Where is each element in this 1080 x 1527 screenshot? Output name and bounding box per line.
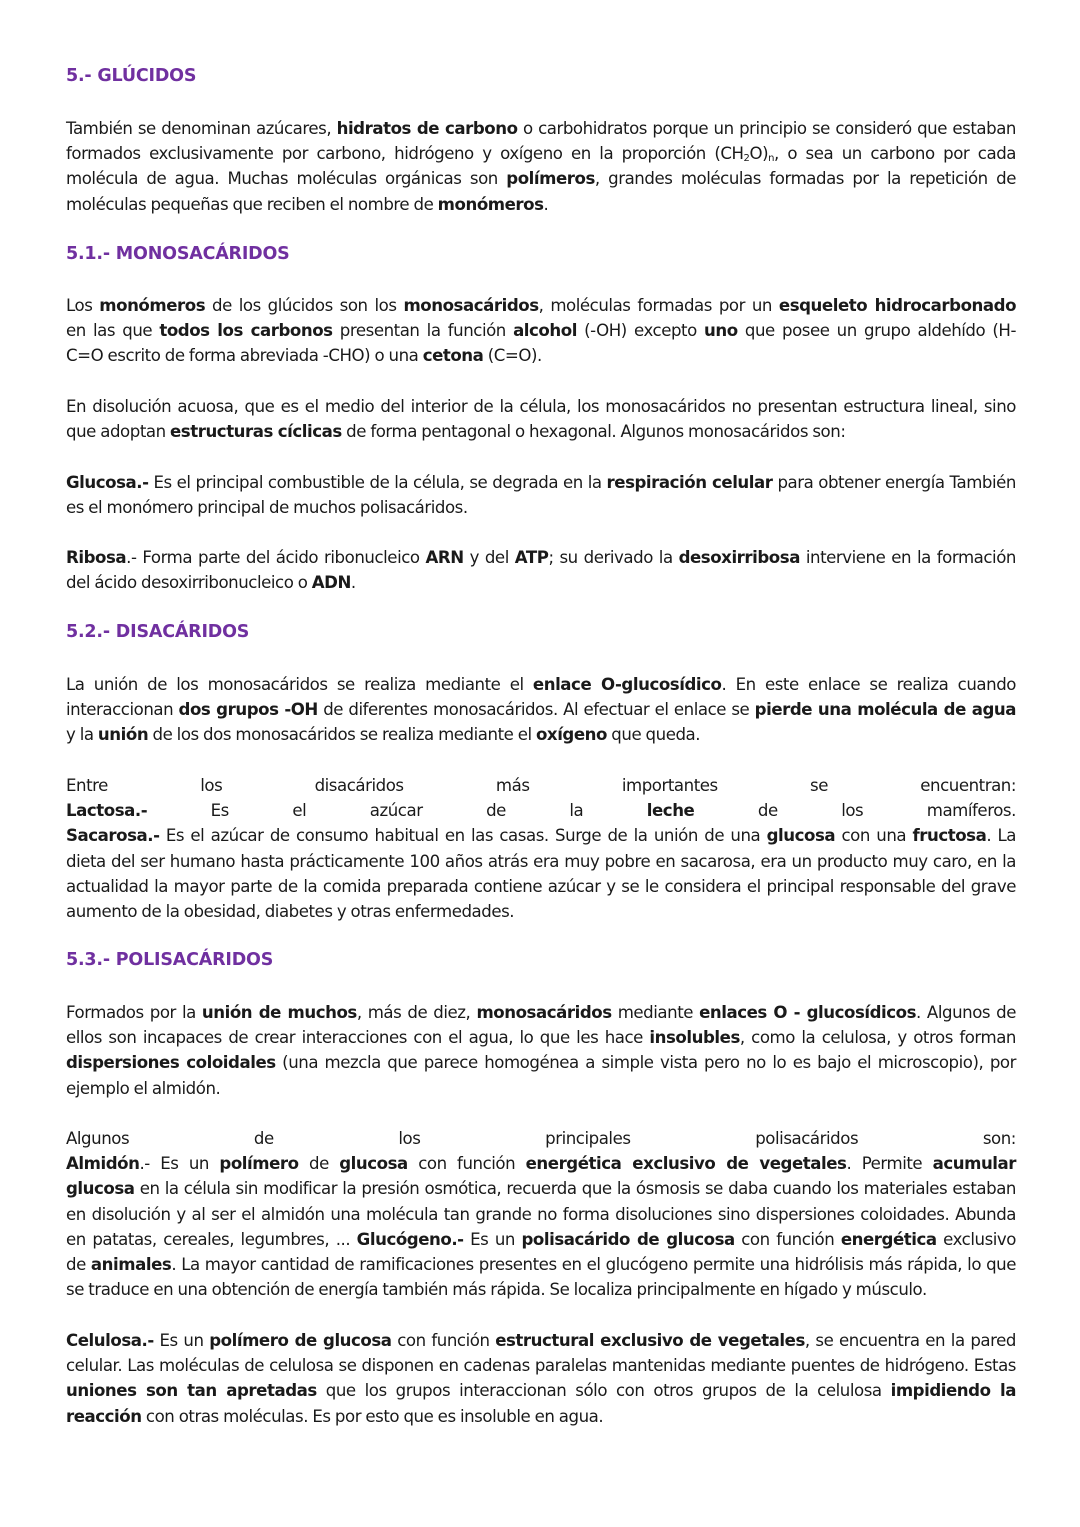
bold-term: enlaces O - glucosídicos bbox=[699, 1003, 917, 1022]
text-run: del ácido desoxirribonucleico o bbox=[66, 573, 312, 593]
text-line bbox=[66, 849, 1016, 874]
bold-term: Lactosa.- bbox=[66, 801, 148, 821]
text-run: formados exclusivamente por carbono, hidrógeno y oxígeno en la proporción (CH bbox=[66, 144, 744, 164]
text-run: , se encuentra en la pared bbox=[804, 1331, 1016, 1350]
bold-term: glucosa bbox=[339, 1154, 408, 1174]
text-run: y del bbox=[463, 548, 515, 567]
text-line bbox=[66, 470, 1016, 495]
bold-term: unión de muchos bbox=[201, 1003, 357, 1022]
text-run: Es el azúcar de consumo habitual en las casas. Surge de la unión de una bbox=[159, 826, 767, 846]
text-run: C=O escrito de forma abreviada -CHO) o una bbox=[66, 346, 423, 366]
text-run: con otras moléculas. Es por esto que es insoluble en agua. bbox=[141, 1406, 604, 1426]
paragraph-disolucion bbox=[66, 394, 1016, 444]
bold-term: Glucógeno.- bbox=[356, 1229, 464, 1249]
paragraph-polisacaridos-def bbox=[66, 1000, 1016, 1101]
text-run: para obtener energía También bbox=[772, 473, 1016, 492]
bold-term: ATP bbox=[514, 548, 549, 567]
text-line bbox=[66, 116, 1016, 141]
text-run: molécula de agua. Muchas moléculas orgánicas son bbox=[66, 169, 507, 189]
text-line bbox=[66, 1000, 1016, 1025]
text-run: .- Forma parte del ácido ribonucleico bbox=[126, 548, 426, 567]
text-run: los bbox=[200, 776, 223, 795]
text-run: de bbox=[66, 1255, 91, 1275]
text-run: 2 bbox=[743, 153, 750, 165]
text-line bbox=[66, 1353, 1016, 1378]
text-run: de bbox=[757, 801, 778, 821]
text-run: La unión de los monosacáridos se realiza mediante el bbox=[66, 675, 533, 694]
text-run: (-OH) excepto bbox=[576, 321, 705, 341]
text-run: principales bbox=[545, 1129, 631, 1148]
text-run: (una mezcla que parece homogénea a simple vista pero no lo es bajo el microscopio), por bbox=[275, 1053, 1016, 1073]
text-run: Formados por la bbox=[66, 1003, 202, 1022]
text-line bbox=[66, 1277, 1016, 1302]
text-run: . bbox=[543, 194, 549, 214]
bold-term: polímero de glucosa bbox=[209, 1331, 392, 1350]
text-run: dieta del ser humano hasta prácticamente 100 años atrás era muy pobre en sacarosa, era un producto muy caro, en la bbox=[66, 851, 1016, 871]
text-line bbox=[66, 899, 1016, 924]
text-line bbox=[66, 823, 1016, 848]
text-run: con una bbox=[835, 826, 913, 846]
bold-term: reacción bbox=[66, 1406, 142, 1426]
text-line bbox=[66, 343, 1016, 368]
text-line bbox=[66, 1328, 1016, 1353]
text-run: Es un bbox=[463, 1229, 522, 1249]
bold-term: dos grupos -OH bbox=[178, 700, 318, 720]
text-line bbox=[66, 394, 1016, 419]
text-line bbox=[66, 192, 1016, 217]
bold-term: Celulosa.- bbox=[66, 1331, 154, 1350]
text-line bbox=[66, 1176, 1016, 1201]
paragraph-glucosa bbox=[66, 470, 1016, 520]
text-run: aumento de la obesidad, diabetes y otras enfermedades. bbox=[66, 902, 515, 922]
bold-term: uno bbox=[704, 321, 738, 341]
bold-term: unión bbox=[97, 725, 149, 745]
paragraph-celulosa bbox=[66, 1328, 1016, 1429]
bold-term: impidiendo la bbox=[890, 1381, 1016, 1401]
text-line bbox=[66, 1050, 1016, 1075]
text-run: con función bbox=[407, 1154, 526, 1174]
bold-term: energética bbox=[840, 1229, 937, 1249]
paragraph-glucidos-intro bbox=[66, 116, 1016, 217]
text-run: En disolución acuosa, que es el medio del interior de la célula, los monosacáridos no presentan estructura lineal, sino bbox=[66, 397, 1016, 416]
text-run: ellos son incapaces de crear interacciones con el agua, lo que les hace bbox=[66, 1028, 650, 1048]
text-run: presentan la función bbox=[332, 321, 514, 341]
text-run: o carbohidratos porque un principio se consideró que estaban bbox=[517, 119, 1016, 138]
text-run: Los bbox=[66, 296, 100, 315]
text-run: También se denominan azúcares, bbox=[66, 119, 337, 138]
text-run: importantes bbox=[621, 776, 718, 795]
text-run: azúcar bbox=[369, 801, 423, 821]
text-run: se traduce en una obtención de energía también más rápida. Se localiza principalmente en hígado y músculo. bbox=[66, 1280, 927, 1300]
bold-term: oxígeno bbox=[535, 725, 607, 745]
text-run: con función bbox=[734, 1229, 841, 1249]
bold-term: monosacáridos bbox=[476, 1003, 612, 1022]
text-run: exclusivo bbox=[936, 1229, 1016, 1249]
text-run: Es bbox=[210, 801, 229, 821]
text-line bbox=[66, 1126, 1016, 1151]
bold-term: polisacárido de glucosa bbox=[521, 1229, 735, 1249]
bold-term: cetona bbox=[422, 346, 484, 366]
bold-term: acumular bbox=[932, 1154, 1017, 1174]
text-run: en las que bbox=[66, 321, 160, 341]
text-run: actualidad la mayor parte de la comida preparada contiene azúcar y se le considera el principal responsable del grave bbox=[66, 876, 1016, 896]
text-run: de los dos monosacáridos se realiza mediante el bbox=[148, 725, 536, 745]
text-run: Algunos bbox=[66, 1129, 130, 1148]
bold-term: enlace O-glucosídico bbox=[532, 675, 722, 694]
bold-term: polímeros bbox=[506, 169, 595, 189]
text-run: celular. Las moléculas de celulosa se disponen en cadenas paralelas mantenidas mediante puentes de hidrógeno. Estas bbox=[66, 1356, 1016, 1376]
text-line bbox=[66, 1076, 1016, 1101]
text-run: .- Es un bbox=[139, 1154, 220, 1174]
text-line bbox=[66, 1151, 1016, 1176]
text-line bbox=[66, 293, 1016, 318]
text-run: , como la celulosa, y otros forman bbox=[739, 1028, 1017, 1048]
text-run: Es un bbox=[153, 1331, 210, 1350]
bold-term: esqueleto hidrocarbonado bbox=[778, 296, 1017, 315]
text-line bbox=[66, 672, 1016, 697]
bold-term: animales bbox=[90, 1255, 172, 1275]
text-run: . La bbox=[986, 826, 1016, 846]
text-run: y la bbox=[66, 725, 98, 745]
text-line bbox=[66, 1227, 1016, 1252]
text-run: se bbox=[810, 776, 828, 795]
text-run: (C=O). bbox=[483, 346, 542, 366]
text-run: . bbox=[350, 573, 356, 593]
text-run: , moléculas formadas por un bbox=[538, 296, 779, 315]
text-line bbox=[66, 722, 1016, 747]
text-line bbox=[66, 1202, 1016, 1227]
text-run: la bbox=[569, 801, 584, 821]
text-run: que posee un grupo aldehído (H- bbox=[737, 321, 1016, 341]
text-run: , grandes moléculas formadas por la repetición de bbox=[594, 169, 1016, 189]
paragraph-enlace-glucosidico bbox=[66, 672, 1016, 748]
text-run: O) bbox=[749, 144, 769, 164]
text-run: de los glúcidos son los bbox=[205, 296, 404, 315]
bold-term: glucosa bbox=[66, 1179, 135, 1199]
text-line bbox=[66, 697, 1016, 722]
text-run: con función bbox=[391, 1331, 496, 1350]
bold-term: Sacarosa.- bbox=[66, 826, 160, 846]
text-run: , más de diez, bbox=[356, 1003, 477, 1022]
bold-term: leche bbox=[646, 801, 695, 821]
text-line bbox=[66, 419, 1016, 444]
text-run: de diferentes monosacáridos. Al efectuar el enlace se bbox=[317, 700, 755, 720]
bold-term: estructuras cíclicas bbox=[170, 422, 342, 442]
text-run: . La mayor cantidad de ramificaciones presentes en el glucógeno permite una hidrólisis más rápida, lo que bbox=[171, 1255, 1016, 1275]
text-run: en la célula sin modificar la presión osmótica, recuerda que la ósmosis se daba cuando los materiales estaban bbox=[134, 1179, 1016, 1199]
text-run: Es el principal combustible de la célula, se degrada en la bbox=[148, 473, 607, 492]
text-run: los bbox=[841, 801, 864, 821]
paragraph-disacaridos-list bbox=[66, 773, 1016, 924]
text-run: polisacáridos bbox=[755, 1129, 859, 1148]
bold-term: estructural exclusivo de vegetales bbox=[495, 1331, 805, 1350]
text-run: , o sea un carbono por cada bbox=[774, 144, 1016, 164]
text-run: de forma pentagonal o hexagonal. Algunos monosacáridos son: bbox=[341, 422, 846, 442]
text-run: . Permite bbox=[846, 1154, 933, 1174]
text-run: interaccionan bbox=[66, 700, 179, 720]
text-run: Entre bbox=[66, 776, 108, 795]
bold-term: dispersiones coloidales bbox=[66, 1053, 276, 1073]
text-run: más bbox=[495, 776, 530, 795]
text-run: es el monómero principal de muchos polisacáridos. bbox=[66, 498, 468, 518]
text-line bbox=[66, 1252, 1016, 1277]
text-run: los bbox=[398, 1129, 421, 1148]
bold-term: polímero bbox=[219, 1154, 299, 1174]
heading-monosacaridos: 5.1.- MONOSACÁRIDOS bbox=[66, 244, 290, 264]
bold-term: ADN bbox=[311, 573, 351, 593]
text-run: en disolución y al ser el almidón una molécula tan grande no forma disoluciones sino dispersiones coloidades. Abunda bbox=[66, 1204, 1016, 1224]
bold-term: todos los carbonos bbox=[159, 321, 333, 341]
text-line bbox=[66, 141, 1016, 166]
bold-term: hidratos de carbono bbox=[336, 119, 518, 138]
text-run: encuentran: bbox=[920, 776, 1016, 795]
text-run: de bbox=[253, 1129, 274, 1148]
text-run: que los grupos interaccionan sólo con otros grupos de la celulosa bbox=[316, 1381, 891, 1401]
bold-term: glucosa bbox=[766, 826, 836, 846]
text-line bbox=[66, 166, 1016, 191]
text-line bbox=[66, 1025, 1016, 1050]
paragraph-ribosa bbox=[66, 545, 1016, 595]
text-line bbox=[66, 545, 1016, 570]
text-line bbox=[66, 495, 1016, 520]
bold-term: insolubles bbox=[649, 1028, 740, 1048]
text-run: que queda. bbox=[606, 725, 701, 745]
bold-term: energética exclusivo de vegetales bbox=[525, 1154, 847, 1174]
text-run: ejemplo el almidón. bbox=[66, 1078, 221, 1098]
paragraph-monosacaridos-def bbox=[66, 293, 1016, 369]
text-line bbox=[66, 318, 1016, 343]
heading-glucidos: 5.- GLÚCIDOS bbox=[66, 66, 197, 86]
text-line bbox=[66, 773, 1016, 798]
text-line bbox=[66, 798, 1016, 823]
text-line bbox=[66, 874, 1016, 899]
text-run: que adoptan bbox=[66, 422, 170, 442]
text-run: el bbox=[292, 801, 307, 821]
text-run: son: bbox=[982, 1129, 1016, 1148]
heading-polisacaridos: 5.3.- POLISACÁRIDOS bbox=[66, 950, 274, 970]
bold-term: desoxirribosa bbox=[678, 548, 800, 567]
text-run: n bbox=[768, 153, 774, 165]
text-run: en patatas, cereales, legumbres, ... bbox=[66, 1229, 357, 1249]
bold-term: pierde una molécula de agua bbox=[754, 700, 1016, 720]
text-line bbox=[66, 1404, 1016, 1429]
bold-term: uniones son tan apretadas bbox=[66, 1381, 317, 1401]
bold-term: fructosa bbox=[912, 826, 987, 846]
text-run: moléculas pequeñas que reciben el nombre de bbox=[66, 194, 438, 214]
text-run: . Algunos de bbox=[916, 1003, 1016, 1022]
text-line bbox=[66, 1378, 1016, 1403]
text-run: de bbox=[298, 1154, 340, 1174]
bold-term: Glucosa.- bbox=[66, 473, 149, 492]
bold-term: monosacáridos bbox=[403, 296, 539, 315]
text-run: de bbox=[486, 801, 506, 821]
text-run: interviene en la formación bbox=[799, 548, 1016, 567]
text-run: mamíferos. bbox=[926, 801, 1016, 821]
bold-term: Ribosa bbox=[66, 548, 127, 567]
bold-term: ARN bbox=[425, 548, 464, 567]
paragraph-polisacaridos-list bbox=[66, 1126, 1016, 1302]
text-run: disacáridos bbox=[314, 776, 404, 795]
text-run: . En este enlace se realiza cuando bbox=[721, 675, 1016, 694]
bold-term: alcohol bbox=[513, 321, 577, 341]
text-run: ; su derivado la bbox=[548, 548, 679, 567]
text-run: mediante bbox=[611, 1003, 700, 1022]
bold-term: monómeros bbox=[99, 296, 206, 315]
bold-term: monómeros bbox=[437, 194, 544, 214]
bold-term: respiración celular bbox=[606, 473, 773, 492]
bold-term: Almidón bbox=[66, 1154, 140, 1174]
heading-disacaridos: 5.2.- DISACÁRIDOS bbox=[66, 622, 250, 642]
text-line bbox=[66, 570, 1016, 595]
